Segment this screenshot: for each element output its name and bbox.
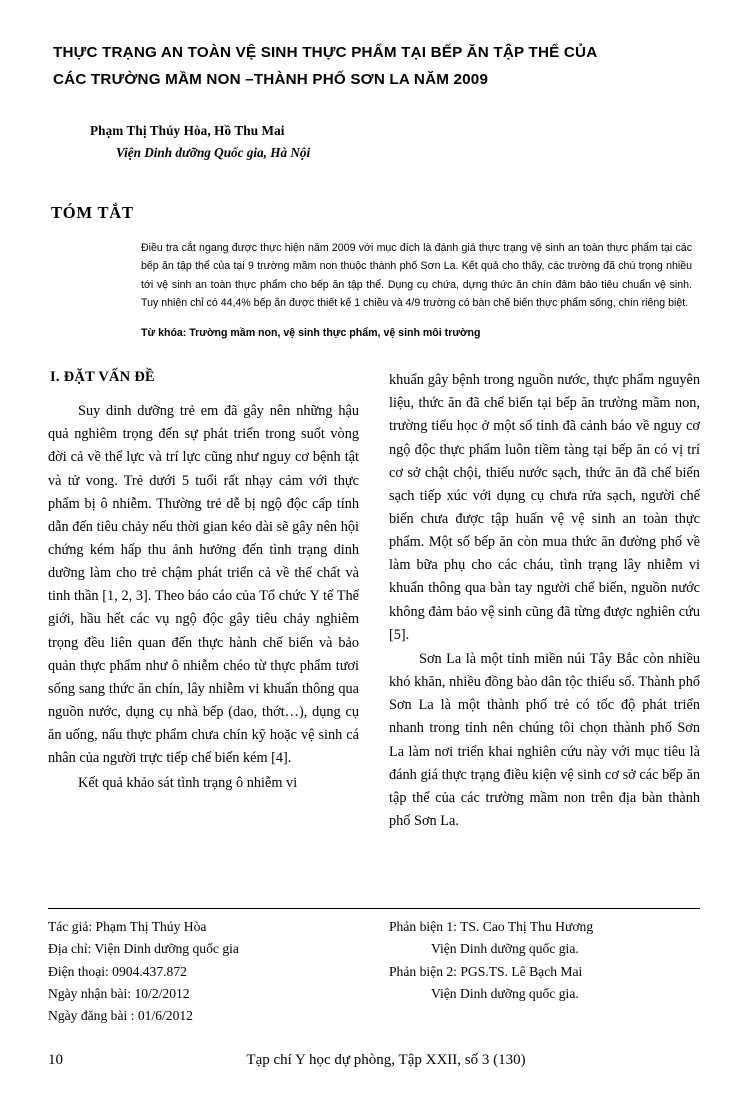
footer-line: Địa chỉ: Viện Dinh dưỡng quốc gia xyxy=(48,941,239,957)
authors: Phạm Thị Thúy Hòa, Hồ Thu Mai xyxy=(90,123,285,139)
footer-line: Điện thoại: 0904.437.872 xyxy=(48,963,187,979)
title-line-2: CÁC TRƯỜNG MẦM NON –THÀNH PHỐ SƠN LA NĂM 2009 xyxy=(53,70,489,88)
reviewer-2-affiliation: Viện Dinh dưỡng quốc gia. xyxy=(431,985,579,1001)
paragraph: Kết quả khảo sát tình trạng ô nhiễm vi xyxy=(78,774,298,791)
footer-line: Ngày nhận bài: 10/2/2012 xyxy=(48,985,190,1001)
page-number: 10 xyxy=(48,1052,63,1068)
paragraph: Sơn La là một tỉnh miền núi Tây Bắc còn nhiều khó khăn, nhiều đồng bào dân tộc thiểu số. Thành phố Sơn La là một thành phố trẻ có tốc độ phát triển nhanh trong tỉnh nên chúng tôi chọn thành phố Sơn La làm nơi triển khai nghiên cứu này với mục tiêu là đánh giá thực trạng điều kiện vệ sinh cơ sở các bếp ăn tập thể của các trường mầm non trên địa bàn thành phố Sơn La. xyxy=(389,650,700,830)
reviewer-2: Phản biện 2: PGS.TS. Lê Bạch Mai xyxy=(389,963,583,979)
keywords: Từ khóa: Trường mầm non, vệ sinh thực phẩm, vệ sinh môi trường xyxy=(141,327,481,340)
section-heading-1: I. ĐẶT VẤN ĐỀ xyxy=(50,369,155,386)
column-left xyxy=(48,369,359,833)
reviewer-1: Phản biện 1: TS. Cao Thị Thu Hương xyxy=(389,919,594,934)
paragraph: khuẩn gây bệnh trong nguồn nước, thực phẩm nguyên liệu, thức ăn đã chế biến tại bếp ăn trường mầm non, trường tiểu học ở một số tỉnh đã cảnh báo về nguy cơ ngộ độc thực phẩm luôn tiềm tàng tại bếp ăn có vị trí cơ sở chật chội, thiếu nước sạch, thức ăn đã chế biến sạch tiếp xúc với dụng cụ chưa rửa sạch, người chế biến chưa được tập huấn vệ vệ sinh an toàn thực phẩm. Một số bếp ăn còn mua thức ăn đường phố về làm bữa phụ cho các cháu, tình trạng lây nhiễm vi khuẩn thông qua bàn tay người chế biến, nguồn nước không đảm bảo vệ sinh cũng đã từng được nghiên cứu [5]. xyxy=(389,372,700,643)
journal-citation: Tạp chí Y học dự phòng, Tập XXII, số 3 (130) xyxy=(246,1052,526,1068)
footer-block xyxy=(48,916,700,1027)
abstract-body: Điều tra cắt ngang được thực hiện năm 2009 với mục đích là đánh giá thực trạng vệ sinh an toàn thực phẩm tại các bếp ăn tập thể của tại 9 trường mầm non thuộc thành phố Sơn La. Kết quả cho thấy, các trường đã chú trọng nhiều tới vệ sinh an toàn thực phẩm cho bếp ăn tập thể. Dụng cụ chứa, dựng thức ăn chín đảm bảo tiêu chuẩn vệ sinh. Tuy nhiên chỉ có 44,4% bếp ăn được thiết kế 1 chiều và 4/9 trường có bàn chế biến thực phẩm sống, chín riêng biệt. xyxy=(141,242,692,309)
title-line-1: THỰC TRẠNG AN TOÀN VỆ SINH THỰC PHẨM TẠI BẾP ĂN TẬP THỂ CỦA xyxy=(53,44,598,61)
column-right xyxy=(389,369,700,833)
footer-column-right xyxy=(389,916,700,1027)
footer-line: Ngày đăng bài : 01/6/2012 xyxy=(48,1008,193,1024)
footer-line: Tác giả: Phạm Thị Thúy Hòa xyxy=(48,919,207,934)
reviewer-1-affiliation: Viện Dinh dưỡng quốc gia. xyxy=(431,941,579,957)
affiliation: Viện Dinh dưỡng Quốc gia, Hà Nội xyxy=(116,145,311,161)
footer-divider xyxy=(48,908,700,909)
footer-column-left xyxy=(48,916,359,1027)
body-columns xyxy=(48,369,700,833)
page-title xyxy=(48,40,700,93)
abstract-heading: TÓM TẮT xyxy=(51,203,134,223)
paragraph: Suy dinh dưỡng trẻ em đã gây nên những hậu quả nghiêm trọng đến sự phát triển trong suốt vòng đời cả về thể lực và trí lực cũng như nguy cơ bệnh tật và tử vong. Trẻ dưới 5 tuổi rất nhạy cảm với thực phẩm bị ô nhiễm. Thường trẻ dễ bị ngộ độc cấp tính dẫn đến tiêu chảy nếu thời gian kéo dài sẽ gây nên hội chứng kém hấp thu ảnh hưởng đến tình trạng dinh dưỡng làm cho trẻ chậm phát triển cả về thể chất và tinh thần [1, 2, 3]. Theo báo cáo của Tổ chức Y tế Thế giới, hầu hết các vụ ngộ độc gây tiêu chảy nghiêm trọng đều liên quan đến thực hành chế biến và bảo quản thực phẩm như ô nhiễm chéo từ thực phẩm tươi sống sang thức ăn chín, lây nhiễm vi khuẩn thông qua nguồn nước, dụng cụ nhà bếp (dao, thớt…), dụng cụ ăn uống, nấu thực phẩm chưa chín kỹ hoặc vệ sinh cá nhân của người trực tiếp chế biến kém [4]. xyxy=(48,403,359,767)
article-content xyxy=(48,40,700,833)
